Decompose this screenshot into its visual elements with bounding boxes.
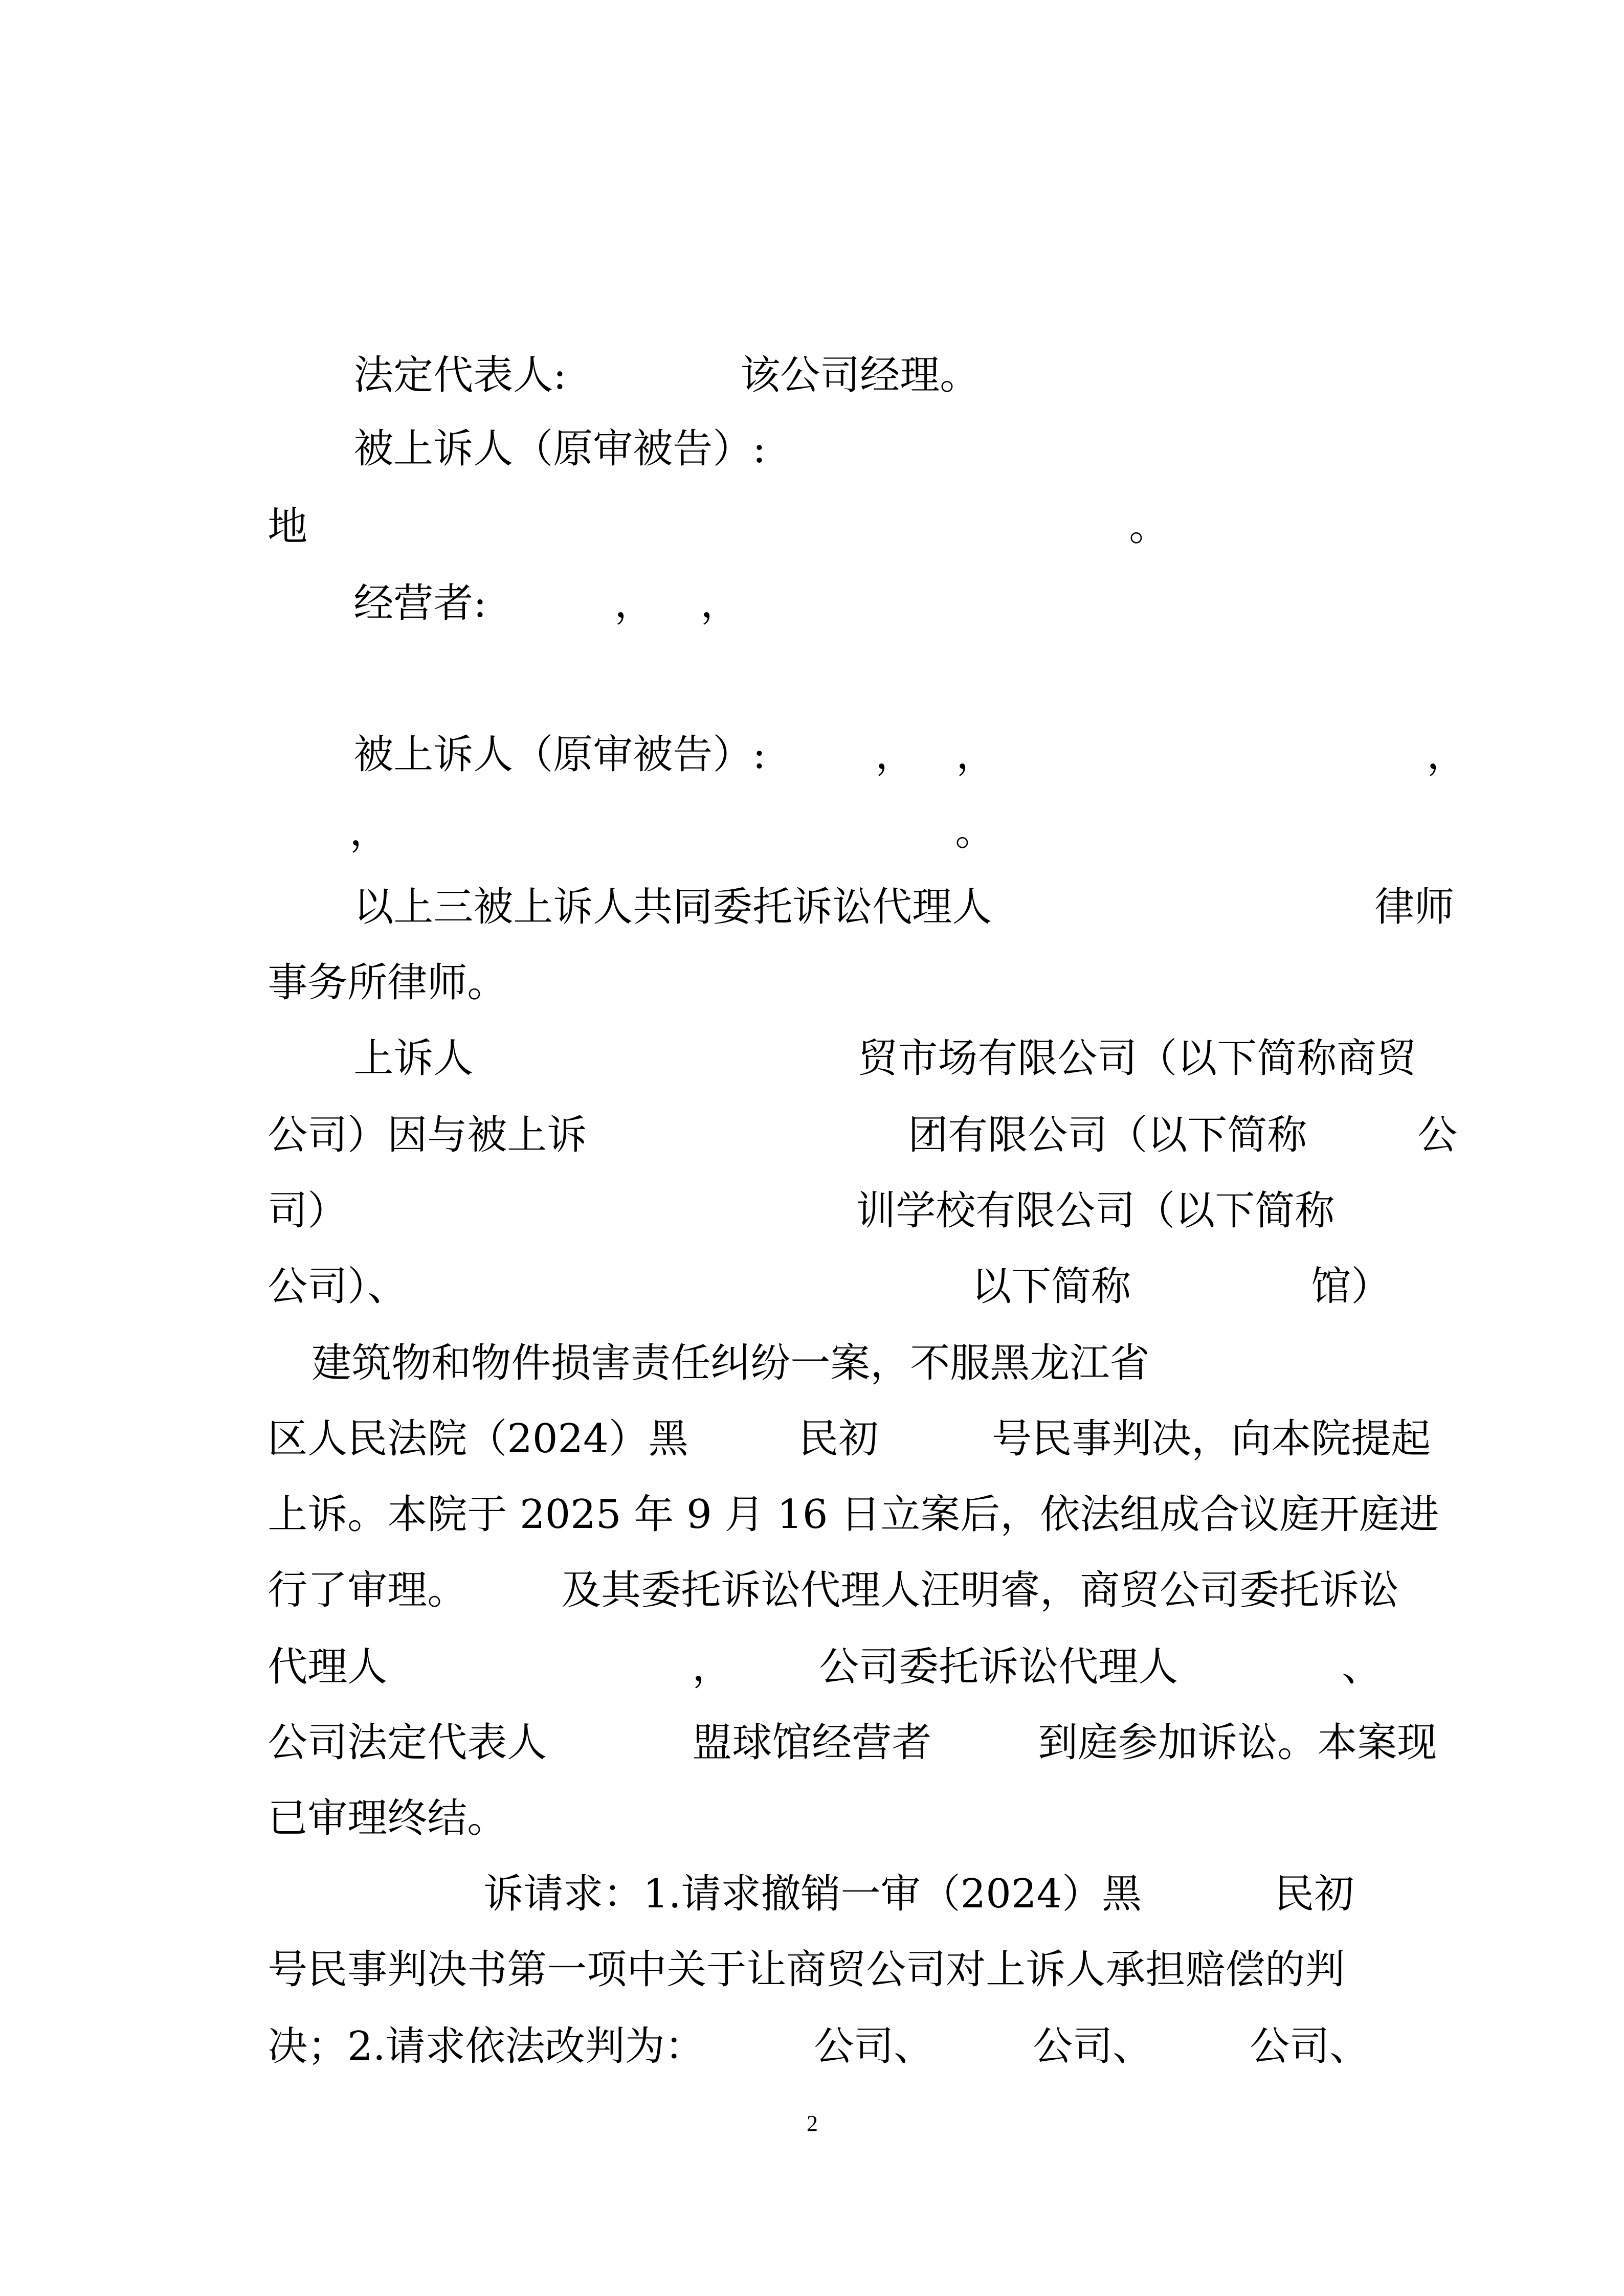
text-segment: ，	[700, 580, 741, 626]
text-segment: 建筑物和物件损害责任纠纷一案，不服黑龙江省	[312, 1340, 1150, 1386]
text-line	[217, 1666, 547, 1766]
text-line	[641, 1666, 932, 1766]
text-line	[905, 678, 996, 778]
text-line	[748, 1362, 879, 1462]
text-segment: 已审理终结。	[268, 1795, 507, 1841]
text-line	[510, 1514, 1399, 1613]
text-line	[299, 755, 390, 854]
text-segment: 盟球馆经营者	[692, 1720, 932, 1766]
text-line	[1078, 450, 1169, 550]
text-segment: 号民事判决，向本院提起	[992, 1416, 1431, 1462]
text-line	[433, 1817, 1142, 1917]
text-line	[217, 1970, 705, 2069]
text-segment: 上诉。本院于 2025 年 9 月 16 日立案后，依法组成合议庭开庭进	[268, 1492, 1439, 1538]
text-line	[217, 1893, 1345, 1993]
text-segment: 经营者:	[353, 580, 487, 626]
text-line	[261, 1287, 1150, 1386]
text-segment: ，	[349, 808, 390, 854]
text-segment: 公司法定代表人	[268, 1720, 547, 1766]
text-segment: ，	[692, 1644, 732, 1690]
text-line	[303, 982, 474, 1082]
text-segment: 事务所律师。	[268, 960, 507, 1006]
text-line	[217, 1590, 388, 1690]
text-line	[217, 1362, 688, 1462]
text-line	[217, 450, 308, 550]
text-line	[763, 1970, 934, 2069]
text-segment: 司）	[268, 1188, 348, 1234]
text-line	[1223, 1817, 1354, 1917]
text-line	[904, 755, 995, 854]
text-segment: 号民事判决书第一项中关于让商贸公司对上诉人承担赔偿的判	[268, 1947, 1345, 1993]
text-segment: 公司、	[814, 2023, 934, 2069]
text-segment: 公司委托诉讼代理人	[819, 1644, 1178, 1690]
text-segment: 决；2.请求依法改判为：	[268, 2023, 705, 2069]
text-line	[303, 678, 766, 778]
text-segment: 公司）、	[268, 1264, 408, 1310]
text-segment: 上诉人	[353, 1036, 474, 1082]
text-segment: 、	[1342, 1644, 1382, 1690]
text-line	[650, 527, 741, 626]
text-segment: ，	[875, 732, 916, 778]
text-line	[217, 1059, 587, 1158]
text-segment: 被上诉人（原审被告）:	[353, 732, 766, 778]
text-line	[564, 527, 655, 626]
text-line	[857, 1059, 1307, 1158]
text-line	[987, 1666, 1437, 1766]
text-line	[641, 1590, 732, 1690]
text-line	[303, 372, 766, 472]
text-segment: 地	[268, 504, 308, 550]
text-line	[825, 678, 916, 778]
text-line	[217, 1742, 507, 1841]
text-segment: 。	[955, 808, 995, 854]
text-segment: 及其委托诉讼代理人汪明睿，商贸公司委托诉讼	[561, 1567, 1399, 1613]
text-line	[217, 1210, 408, 1310]
text-segment: ，	[1427, 732, 1467, 778]
text-line	[303, 830, 992, 930]
text-segment: 区人民法院（2024）黑	[268, 1416, 688, 1462]
text-segment: 法定代表人:	[353, 352, 567, 398]
text-line	[303, 299, 567, 398]
text-segment: 该公司经理。	[740, 352, 980, 398]
text-segment: 贸市场有限公司（以下简称商贸	[858, 1036, 1417, 1082]
text-line	[807, 982, 1417, 1082]
text-segment: 民初	[1274, 1871, 1354, 1917]
page-number: 2	[807, 2111, 818, 2136]
text-line	[1324, 830, 1455, 930]
text-segment: 团有限公司（以下简称	[908, 1112, 1307, 1158]
text-line	[1367, 1059, 1458, 1158]
text-line	[805, 1134, 1335, 1234]
text-line	[689, 299, 980, 398]
text-line	[921, 1210, 1131, 1310]
text-segment: ，	[956, 732, 996, 778]
text-line	[217, 1514, 468, 1613]
text-segment: 律师	[1374, 884, 1455, 930]
text-line	[303, 527, 487, 626]
text-segment: 公司、	[1250, 2023, 1370, 2069]
text-segment: 馆）	[1311, 1264, 1391, 1310]
text-line	[217, 1134, 348, 1234]
text-segment: 到庭参加诉讼。本案现	[1038, 1720, 1437, 1766]
text-segment: 。	[1129, 504, 1169, 550]
text-line	[217, 1438, 1439, 1538]
text-segment: 以下简称	[971, 1264, 1131, 1310]
text-segment: 民初	[798, 1416, 879, 1462]
text-segment: ，	[614, 580, 655, 626]
text-segment: 以上三被上诉人共同委托诉讼代理人	[353, 884, 992, 930]
text-segment: 公司）因与被上诉	[268, 1112, 587, 1158]
text-segment: 训学校有限公司（以下简称	[856, 1188, 1335, 1234]
text-segment: 诉请求：1.请求撤销一审（2024）黑	[483, 1871, 1142, 1917]
text-segment: 代理人	[268, 1644, 388, 1690]
text-line	[1260, 1210, 1391, 1310]
text-segment: 行了审理。	[268, 1567, 468, 1613]
text-line	[1199, 1970, 1370, 2069]
text-segment: 被上诉人（原审被告）:	[353, 426, 766, 472]
text-line	[1376, 678, 1467, 778]
text-line	[941, 1362, 1431, 1462]
text-line	[217, 906, 507, 1006]
text-line	[1291, 1590, 1382, 1690]
text-segment: 公	[1417, 1112, 1458, 1158]
text-segment: 公司、	[1033, 2023, 1153, 2069]
text-line	[982, 1970, 1153, 2069]
text-line	[768, 1590, 1178, 1690]
